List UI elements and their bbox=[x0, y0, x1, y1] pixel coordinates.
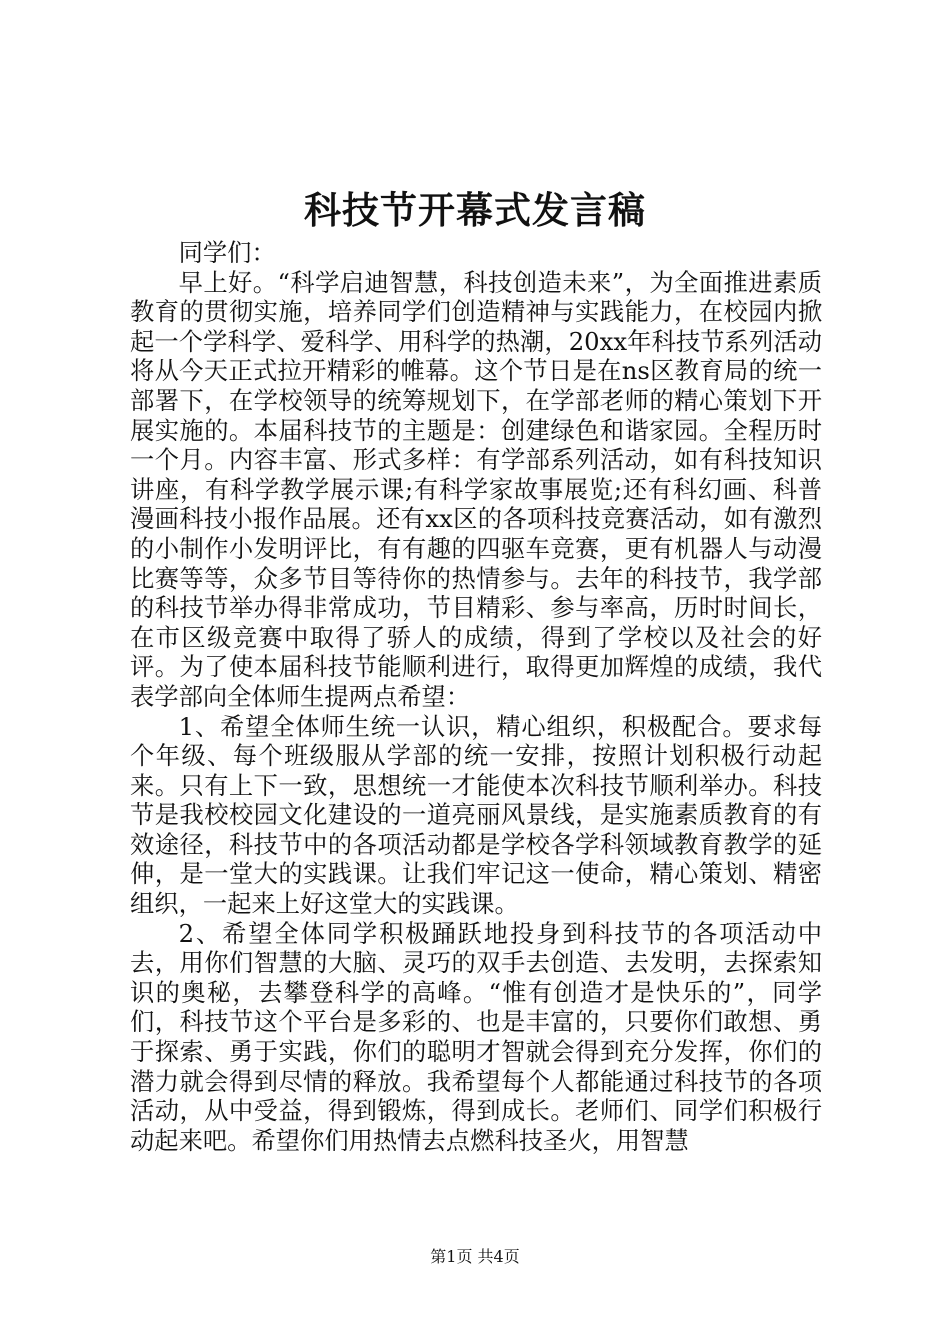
body-paragraph: 1、希望全体师生统一认识，精心组织，积极配合。要求每个年级、每个班级服从学部的统一安排，按照计划积极行动起来。只有上下一致，思想统一才能使本次科技节顺利举办。科技节是我校校园文化建设的一道亮丽风景线，是实施素质教育的有效途径，科技节中的各项活动都是学校各学科领域教育教学的延伸，是一堂大的实践课。让我们牢记这一使命，精心策划、精密组织，一起来上好这堂大的实践课。 bbox=[130, 711, 822, 919]
salutation-paragraph: 同学们： bbox=[178, 238, 276, 267]
body-paragraph: 2、希望全体同学积极踊跃地投身到科技节的各项活动中去，用你们智慧的大脑、灵巧的双手去创造、去发明，去探索知识的奥秘，去攀登科学的高峰。“惟有创造才是快乐的”，同学们，科技节这个平台是多彩的、也是丰富的，只要你们敢想、勇于探索、勇于实践，你们的聪明才智就会得到充分发挥，你们的潜力就会得到尽情的释放。我希望每个人都能通过科技节的各项活动，从中受益，得到锻炼，得到成长。老师们、同学们积极行动起来吧。希望你们用热情去点燃科技圣火，用智慧 bbox=[130, 918, 822, 1155]
document-title: 科技节开幕式发言稿 bbox=[304, 188, 646, 232]
document-body bbox=[130, 238, 822, 1155]
page-number-footer: 第1页 共4页 bbox=[430, 1247, 520, 1266]
body-paragraph: 早上好。“科学启迪智慧，科技创造未来”，为全面推进素质教育的贯彻实施，培养同学们创造精神与实践能力，在校园内掀起一个学科学、爱科学、用科学的热潮，20xx年科技节系列活动将从今天正式拉开精彩的帷幕。这个节日是在ns区教育局的统一部署下，在学校领导的统筹规划下，在学部老师的精心策划下开展实施的。本届科技节的主题是：创建绿色和谐家园。全程历时一个月。内容丰富、形式多样：有学部系列活动，如有科技知识讲座，有科学教学展示课;有科学家故事展览;还有科幻画、科普漫画科技小报作品展。还有xx区的各项科技竞赛活动，如有激烈的小制作小发明评比，有有趣的四驱车竞赛，更有机器人与动漫比赛等等，众多节目等待你的热情参与。去年的科技节，我学部的科技节举办得非常成功，节目精彩、参与率高，历时时间长，在市区级竞赛中取得了骄人的成绩，得到了学校以及社会的好评。为了使本届科技节能顺利进行，取得更加辉煌的成绩，我代表学部向全体师生提两点希望： bbox=[130, 267, 822, 711]
